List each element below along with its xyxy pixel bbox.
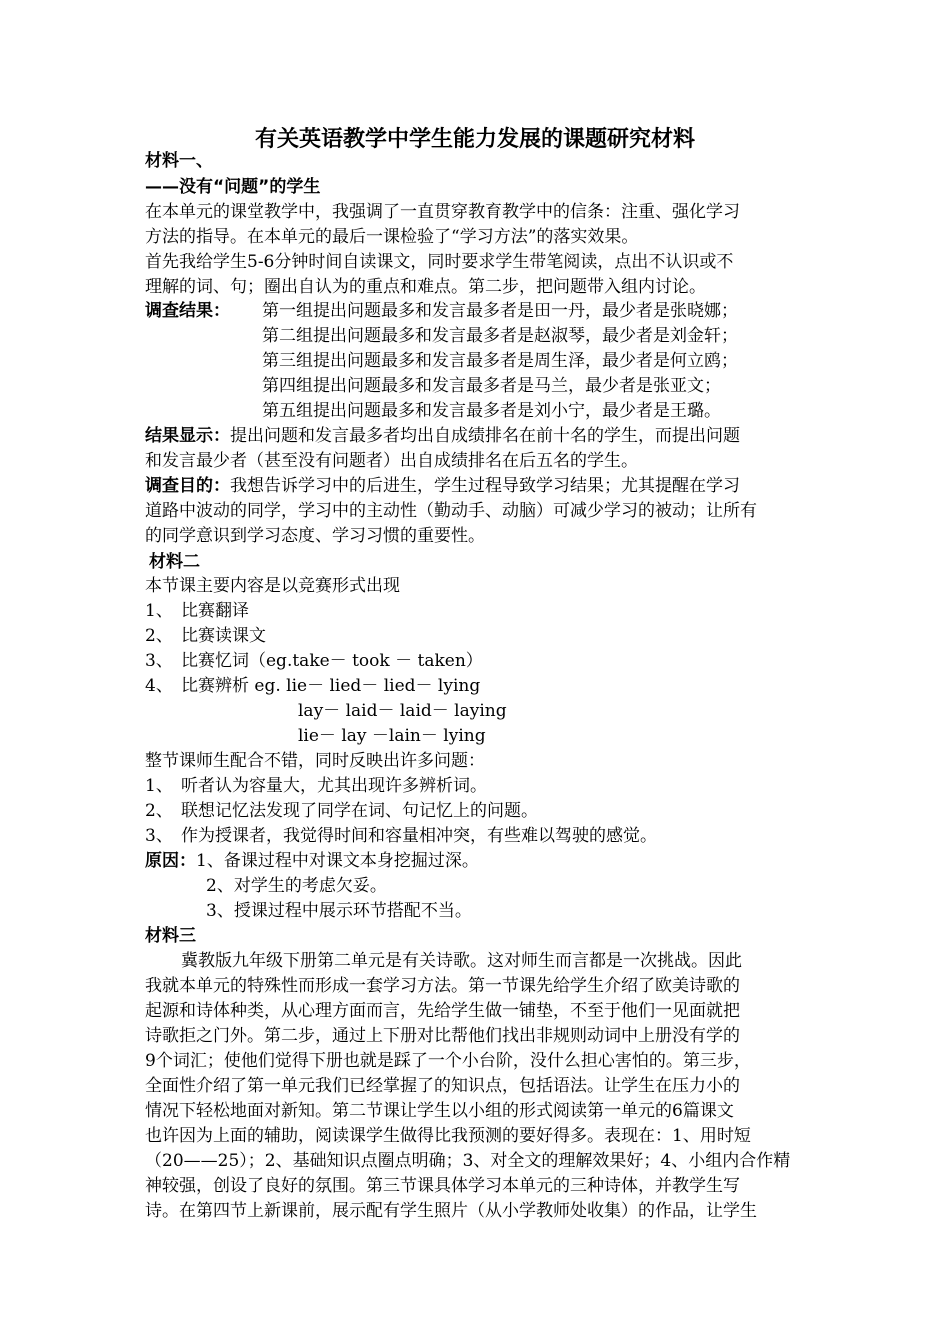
list-item-num: 4、	[145, 676, 173, 696]
material-2-heading: 材料二	[149, 552, 200, 572]
list-item-num: 3、	[145, 651, 173, 671]
purpose-text: 我想告诉学习中的后进生，学生过程导致学习结果；尤其提醒在学习	[230, 476, 740, 496]
paragraph-line: 全面性介绍了第一单元我们已经掌握了的知识点，包括语法。让学生在压力小的	[145, 1076, 740, 1096]
paragraph-line: 在本单元的课堂教学中，我强调了一直贯穿教育教学中的信条：注重、强化学习	[145, 202, 740, 222]
list-item-text: 比赛翻译	[181, 601, 249, 621]
summary-line: 整节课师生配合不错，同时反映出许多问题：	[145, 751, 485, 771]
list-item-text: 比赛辨析 eg. lie－ lied－ lied－ lying	[181, 676, 481, 696]
list-item-text: 联想记忆法发现了同学在词、句记忆上的问题。	[181, 801, 538, 821]
reason-line: 1、备课过程中对课文本身挖掘过深。	[196, 851, 479, 871]
list-item-num: 2、	[145, 801, 173, 821]
reason-label: 原因：	[145, 851, 196, 871]
list-item-text: 听者认为容量大，尤其出现许多辨析词。	[181, 776, 487, 796]
purpose-line: 的同学意识到学习态度、学习习惯的重要性。	[145, 526, 485, 546]
material-1-subheading: ——没有“问题”的学生	[145, 177, 321, 197]
survey-label: 调查结果：	[145, 301, 230, 321]
paragraph-line: 神较强，创设了良好的氛围。第三节课具体学习本单元的三种诗体，并教学生写	[145, 1176, 740, 1196]
paragraph-line: 我就本单元的特殊性而形成一套学习方法。第一节课先给学生介绍了欧美诗歌的	[145, 976, 740, 996]
survey-line: 第五组提出问题最多和发言最多者是刘小宁，最少者是王璐。	[262, 401, 721, 421]
list-item-text: 比赛忆词（eg.take－ took － taken）	[181, 651, 483, 671]
list-item-text: 作为授课者，我觉得时间和容量相冲突，有些难以驾驶的感觉。	[181, 826, 657, 846]
survey-line: 第二组提出问题最多和发言最多者是赵淑琴，最少者是刘金轩；	[262, 326, 738, 346]
result-line: 和发言最少者（甚至没有问题者）出自成绩排名在后五名的学生。	[145, 451, 638, 471]
result-label: 结果显示：	[145, 426, 230, 446]
verb-forms-line: lay－ laid－ laid－ laying	[298, 701, 507, 721]
paragraph-line: 方法的指导。在本单元的最后一课检验了“学习方法”的落实效果。	[145, 227, 639, 247]
paragraph-line: 诗。在第四节上新课前，展示配有学生照片（从小学教师处收集）的作品，让学生	[145, 1201, 757, 1221]
paragraph-line: 也许因为上面的辅助，阅读课学生做得比我预测的要好得多。表现在：1、用时短	[145, 1126, 751, 1146]
paragraph-line: 9个词汇；使他们觉得下册也就是踩了一个小台阶，没什么担心害怕的。第三步，	[145, 1051, 751, 1071]
paragraph-line: 起源和诗体种类，从心理方面而言，先给学生做一铺垫，不至于他们一见面就把	[145, 1001, 740, 1021]
list-item-num: 1、	[145, 601, 173, 621]
material-1-heading: 材料一、	[145, 151, 213, 171]
paragraph-line: （20——25）；2、基础知识点圈点明确；3、对全文的理解效果好；4、小组内合作精	[145, 1151, 791, 1171]
purpose-line	[145, 474, 740, 498]
reason-line: 3、授课过程中展示环节搭配不当。	[206, 901, 472, 921]
purpose-line: 道路中波动的同学，学习中的主动性（勤动手、动脑）可减少学习的被动；让所有	[145, 501, 757, 521]
list-item-text: 比赛读课文	[181, 626, 266, 646]
survey-line: 第一组提出问题最多和发言最多者是田一丹，最少者是张晓娜；	[262, 301, 738, 321]
list-item-num: 2、	[145, 626, 173, 646]
list-item-num: 3、	[145, 826, 173, 846]
document-title: 有关英语教学中学生能力发展的课题研究材料	[254, 127, 695, 152]
paragraph-line: 情况下轻松地面对新知。第二节课让学生以小组的形式阅读第一单元的6篇课文	[145, 1101, 734, 1121]
material-2-intro: 本节课主要内容是以竞赛形式出现	[145, 576, 400, 596]
paragraph-line: 理解的词、句；圈出自认为的重点和难点。第二步，把问题带入组内讨论。	[145, 277, 706, 297]
result-line	[145, 424, 740, 448]
purpose-label: 调查目的：	[145, 476, 230, 496]
survey-line: 第四组提出问题最多和发言最多者是马兰，最少者是张亚文；	[262, 376, 721, 396]
verb-forms-line: lie－ lay －lain－ lying	[298, 726, 486, 746]
list-item-num: 1、	[145, 776, 173, 796]
reason-line: 2、对学生的考虑欠妥。	[206, 876, 387, 896]
paragraph-line: 首先我给学生5-6分钟时间自读课文，同时要求学生带笔阅读，点出不认识或不	[145, 252, 734, 272]
paragraph-line: 冀教版九年级下册第二单元是有关诗歌。这对师生而言都是一次挑战。因此	[181, 951, 742, 971]
result-text: 提出问题和发言最多者均出自成绩排名在前十名的学生，而提出问题	[230, 426, 740, 446]
paragraph-line: 诗歌拒之门外。第二步，通过上下册对比帮他们找出非规则动词中上册没有学的	[145, 1026, 740, 1046]
survey-line: 第三组提出问题最多和发言最多者是周生泽，最少者是何立鸥；	[262, 351, 738, 371]
material-3-heading: 材料三	[145, 926, 196, 946]
